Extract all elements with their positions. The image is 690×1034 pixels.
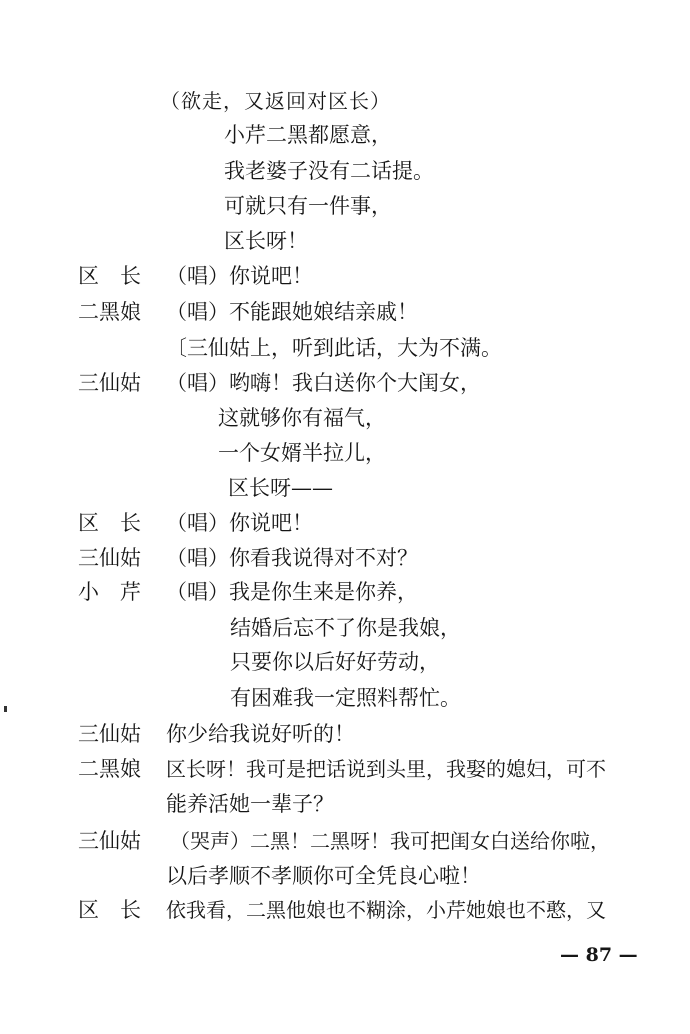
- script-line: [0, 575, 690, 609]
- script-line: [0, 541, 690, 575]
- speaker-name: 三仙姑: [78, 722, 141, 746]
- script-line: [0, 84, 690, 118]
- song-verse: 一个女婿半拉儿，: [218, 441, 386, 465]
- script-line: [0, 118, 690, 152]
- speaker-name: 区 长: [78, 511, 141, 535]
- script-line: [0, 331, 690, 365]
- speaker-name: 二黑娘: [78, 300, 141, 324]
- script-line: [0, 436, 690, 470]
- dialogue-text: （哭声）二黑！二黑呀！我可把闺女白送给你啦，: [170, 829, 610, 853]
- script-line: [0, 859, 690, 893]
- dialogue-text: 能养活她一辈子？: [166, 792, 334, 816]
- script-line: [0, 752, 690, 786]
- stage-direction: 〔三仙姑上，听到此话，大为不满。: [166, 336, 502, 360]
- script-line: [0, 506, 690, 540]
- dialogue-text: 你少给我说好听的！: [166, 722, 355, 746]
- song-verse: 只要你以后好好劳动，: [230, 650, 440, 674]
- script-line: [0, 224, 690, 258]
- script-line: [0, 787, 690, 821]
- speaker-name: 区 长: [78, 898, 141, 922]
- song-verse: 有困难我一定照料帮忙。: [230, 686, 461, 710]
- song-verse: 区长呀——: [228, 476, 333, 500]
- dialogue-text: 以后孝顺不孝顺你可全凭良心啦！: [166, 864, 481, 888]
- dialogue-text: 依我看，二黑他娘也不糊涂，小芹她娘也不憨，又: [166, 898, 606, 922]
- dialogue-text: 区长呀！我可是把话说到头里，我娶的媳妇，可不: [166, 757, 606, 781]
- dialogue-text: （唱）我是你生来是你养，: [166, 580, 418, 604]
- dialogue-text: （唱）你说吧！: [166, 264, 313, 288]
- script-line: [0, 366, 690, 400]
- speaker-name: 二黑娘: [78, 757, 141, 781]
- page-number: — 87 —: [560, 944, 638, 966]
- script-line: [0, 401, 690, 435]
- script-line: [0, 471, 690, 505]
- speaker-name: 三仙姑: [78, 546, 141, 570]
- script-line: [0, 893, 690, 927]
- dialogue-text: （唱）你看我说得对不对？: [166, 546, 418, 570]
- speaker-name: 三仙姑: [78, 371, 141, 395]
- dialogue-text: （唱）哟嗨！我白送你个大闺女，: [166, 371, 481, 395]
- speaker-name: 区 长: [78, 264, 141, 288]
- song-verse: 我老婆子没有二话提。: [224, 159, 434, 183]
- stage-direction: （欲走，又返回对区长）: [160, 89, 391, 113]
- script-line: [0, 717, 690, 751]
- script-line: [0, 824, 690, 858]
- song-verse: 小芹二黑都愿意，: [224, 123, 392, 147]
- song-verse: 可就只有一件事，: [224, 194, 392, 218]
- script-line: [0, 154, 690, 188]
- script-line: [0, 681, 690, 715]
- song-verse: 结婚后忘不了你是我娘，: [230, 616, 461, 640]
- song-verse: 区长呀！: [224, 229, 308, 253]
- dialogue-text: （唱）你说吧！: [166, 511, 313, 535]
- script-line: [0, 259, 690, 293]
- script-line: [0, 611, 690, 645]
- script-line: [0, 189, 690, 223]
- script-line: [0, 295, 690, 329]
- song-verse: 这就够你有福气，: [218, 406, 386, 430]
- speaker-name: 三仙姑: [78, 829, 141, 853]
- script-line: [0, 645, 690, 679]
- speaker-name: 小 芹: [78, 580, 141, 604]
- dialogue-text: （唱）不能跟她娘结亲戚！: [166, 300, 418, 324]
